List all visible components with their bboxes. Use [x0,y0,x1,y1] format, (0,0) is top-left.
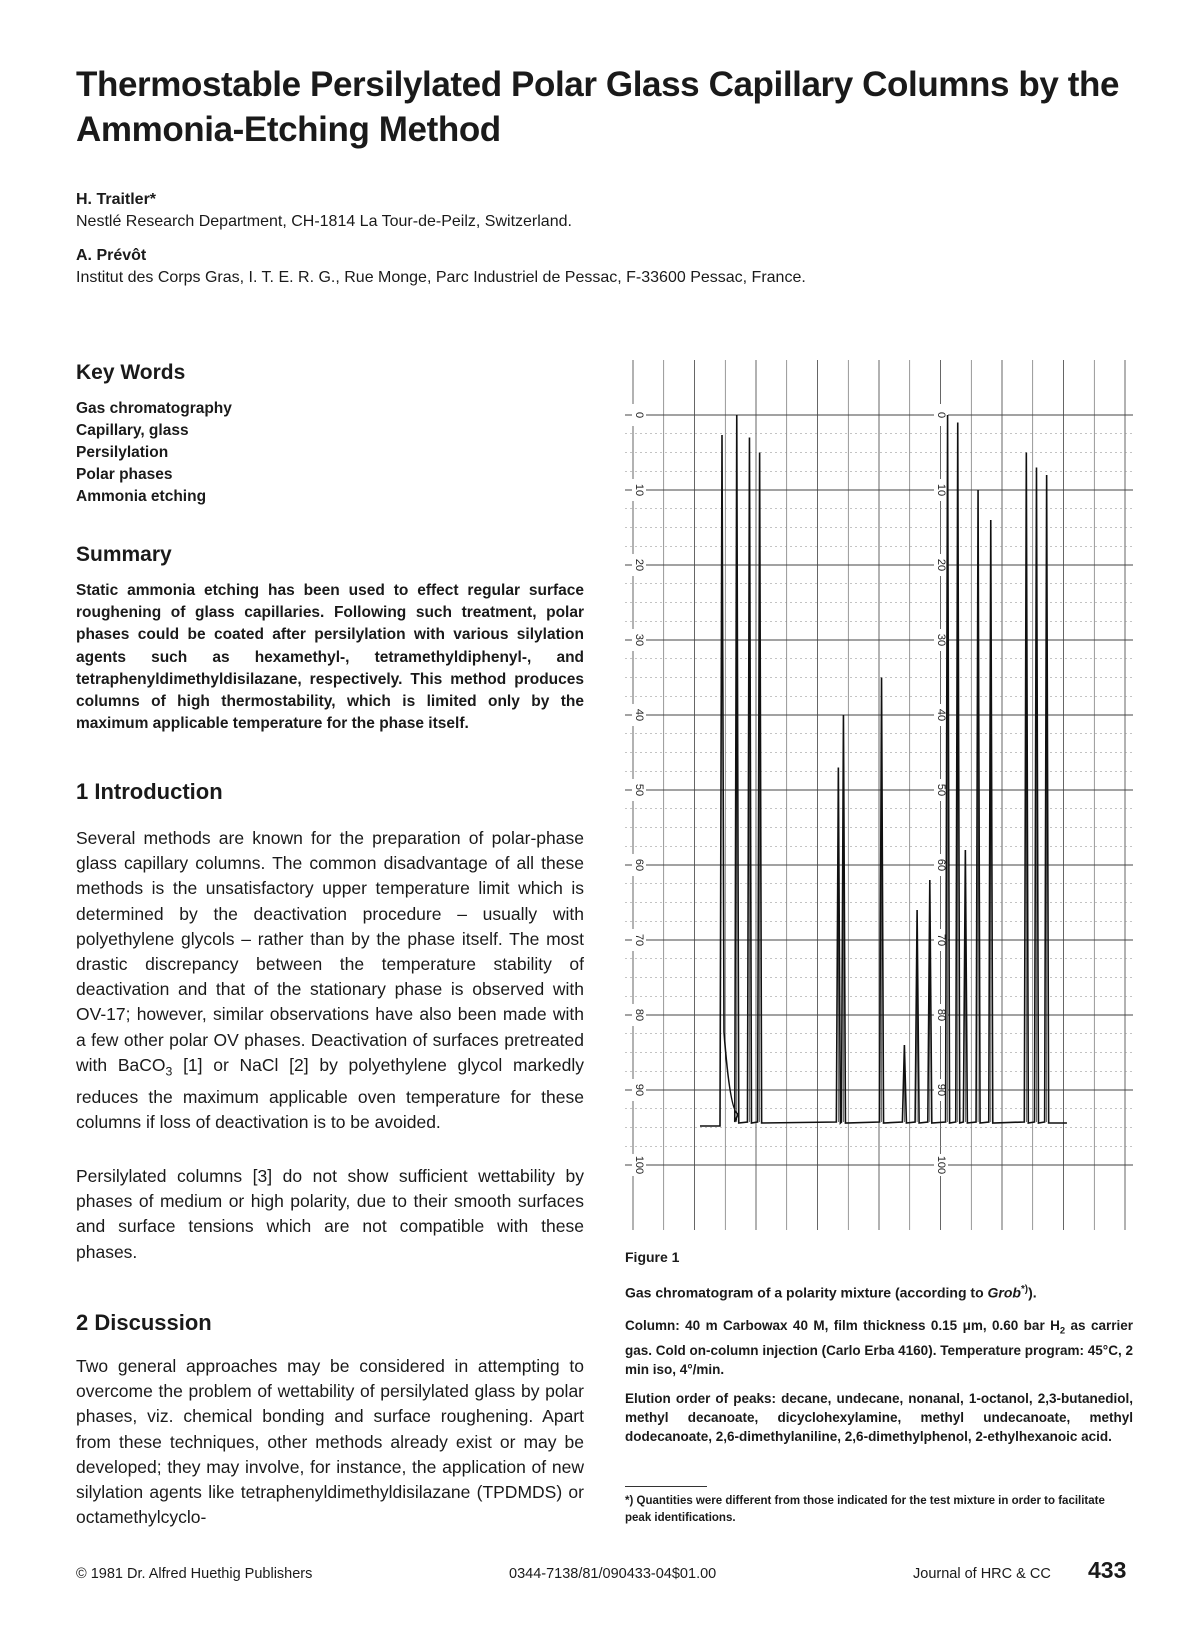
scale-label: 80 [935,1008,948,1022]
text-run: Column: 40 m Carbowax 40 M, film thickness 0.15 μm, 0.60 bar H [625,1318,1060,1333]
keywords-list [76,398,232,508]
scale-label: 60 [935,858,948,872]
chart-peaks [737,415,1047,1122]
page-number: 433 [1088,1557,1127,1583]
scale-label: 0 [935,411,948,419]
chromatogram-trace [700,415,1067,1126]
chromatogram-chart [625,360,1133,1230]
subscript: 3 [165,1064,173,1079]
keyword-item: Persilylation [76,444,169,461]
keyword-item: Capillary, glass [76,422,189,439]
superscript: *) [1020,1284,1029,1295]
figure-column-details [625,1316,1133,1379]
scale-label: 90 [633,1083,646,1097]
scale-label: 70 [935,933,948,947]
introduction-heading: 1 Introduction [76,779,223,804]
keywords-heading: Key Words [76,361,186,384]
subscript: 2 [1059,1325,1066,1337]
footer-copyright: © 1981 Dr. Alfred Huethig Publishers [76,1566,313,1582]
scale-label: 20 [633,558,646,572]
introduction-paragraph: Persilylated columns [3] do not show sufficient wettability by phases of medium or high polarity, due to their smooth surfaces and surface tensions which are not compatible with these phases. [76,1166,584,1262]
scale-label: 30 [633,633,646,647]
scale-label: 90 [935,1083,948,1097]
scale-label: 70 [633,933,646,947]
figure-caption [625,1284,1133,1301]
keyword-item: Gas chromatography [76,400,232,417]
keyword-item: Polar phases [76,466,173,483]
footer-issn: 0344-7138/81/090433-04$01.00 [509,1566,717,1582]
scale-label: 60 [633,858,646,872]
figure-footnote: *) Quantities were different from those indicated for the test mixture in order to facilitate peak identifications. [625,1495,1105,1524]
scale-label: 30 [935,633,948,647]
scale-label: 40 [935,708,948,722]
author-name: A. Prévôt [76,247,147,264]
summary-heading: Summary [76,543,172,566]
scale-label: 50 [935,783,948,797]
author-name: H. Traitler* [76,191,157,208]
scale-label: 50 [633,783,646,797]
text-run: as carrier gas. Cold on-column injection (Carlo Erba 4160). Temperature program: 45°C, 2 min iso, 4°/min. [625,1318,1133,1377]
text-run-italic: Grob [987,1284,1021,1301]
summary-text: Static ammonia etching has been used to effect regular surface roughening of glass capillaries. Following such treatment, polar phases could be coated after persilylation with various silylation agents such as hexamethyl-, tetramethyldiphenyl-, and tetraphenyldimethyldisilazane, respectively. This method produces columns of high thermostability, which is limited only by the maximum applicable temperature for the phase itself. [76,582,584,733]
scale-label: 10 [633,483,646,497]
scale-label: 10 [935,483,948,497]
scale-label: 100 [633,1155,646,1175]
text-run: [1] or NaCl [2] by polyethylene glycol markedly reduces the maximum applicable oven temperature for these columns if loss of deactivation is to be avoided. [76,1054,585,1132]
scale-label: 80 [633,1008,646,1022]
discussion-paragraph: Two general approaches may be considered in attempting to overcome the problem of wettability of persilylated glass by polar phases, viz. chemical bonding and surface roughening. Apart from these techniques, other methods already exist or may be developed; they may involve, for instance, the application of new silylation agents like tetraphenyldimethyldisilazane (TPDMDS) or octamethylcyclo- [76,1356,584,1528]
keyword-item: Ammonia etching [76,488,207,505]
text-run: ). [1028,1284,1037,1301]
author-affiliation: Nestlé Research Department, CH-1814 La Tour-de-Peilz, Switzerland. [76,213,572,230]
author-affiliation: Institut des Corps Gras, I. T. E. R. G., Rue Monge, Parc Industriel de Pessac, F-33600 Pessac, France. [76,269,806,286]
scale-label: 20 [935,558,948,572]
text-run: Gas chromatogram of a polarity mixture (according to [625,1284,988,1301]
footnote-divider [625,1486,707,1487]
scale-label: 0 [633,411,646,419]
figure-label: Figure 1 [625,1249,680,1265]
footer-journal: Journal of HRC & CC [913,1566,1051,1582]
chart-scale-left [632,404,646,1176]
discussion-heading: 2 Discussion [76,1310,212,1335]
figure-elution-order: Elution order of peaks: decane, undecane, nonanal, 1-octanol, 2,3-butanediol, methyl decanoate, dicyclohexylamine, methyl undecanoate, methyl dodecanoate, 2,6-dimethylaniline, 2,6-dimethylphenol, 2-ethylhexanoic acid. [625,1391,1133,1444]
paper-title: Thermostable Persilylated Polar Glass Capillary Columns by the Ammonia-Etching Method [76,65,1120,149]
scale-label: 100 [935,1155,948,1175]
introduction-paragraph [76,826,584,1135]
scale-label: 40 [633,708,646,722]
text-run: Several methods are known for the preparation of polar-phase glass capillary columns. The common disadvantage of all these methods is the unsatisfactory upper temperature limit which is determined by the deactivation procedure – usually with polyethylene glycols – rather than by the phase itself. The most drastic discrepancy between the temperature stability of deactivation and that of the stationary phase is observed with OV-17; however, similar observations have also been made with a few other polar OV phases. Deactivation of surfaces pretreated with BaCO [76,828,584,1075]
